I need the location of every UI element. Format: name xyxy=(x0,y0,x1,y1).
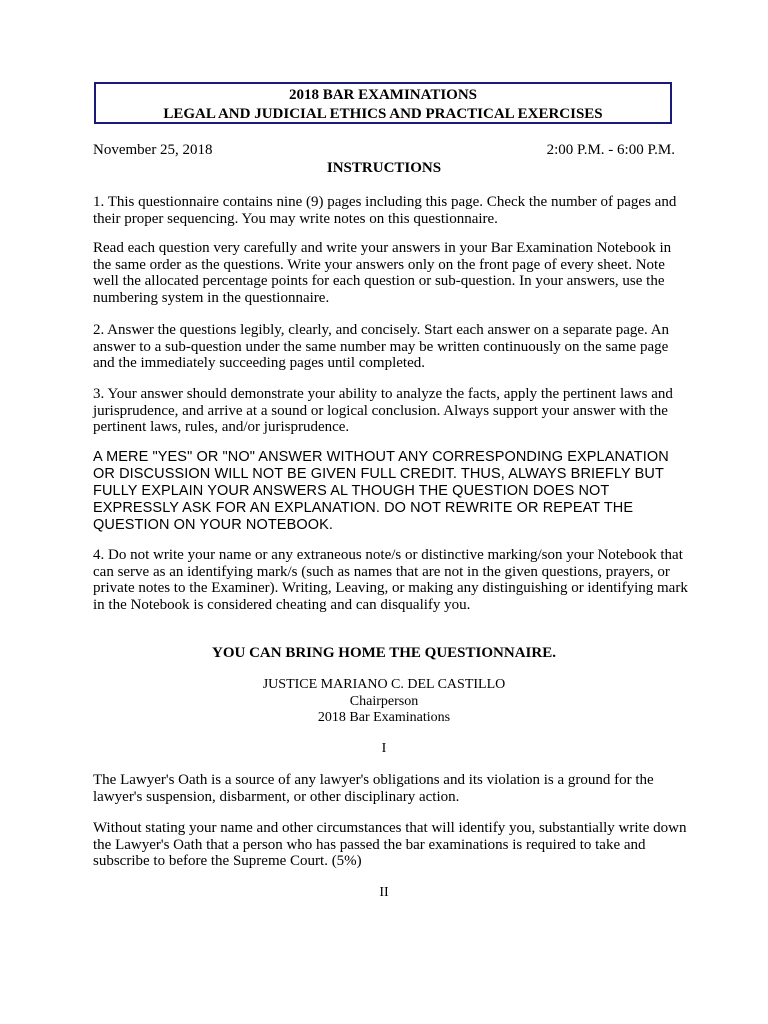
instructions-heading: INSTRUCTIONS xyxy=(326,160,442,176)
instruction-paragraph-5: A MERE "YES" OR "NO" ANSWER WITHOUT ANY CORRESPONDING EXPLANATION OR DISCUSSION WILL NOT BE GIVEN FULL CREDIT. THUS, ALWAYS BRIEFLY BUT FULLY EXPLAIN YOUR ANSWERS AL THOUGH THE QUESTION DOES NOT EXPRESSLY ASK FOR AN EXPLANATION. DO NOT REWRITE OR REPEAT THE QUESTION ON YOUR NOTEBOOK. xyxy=(93,449,669,533)
bring-home-notice: YOU CAN BRING HOME THE QUESTIONNAIRE. xyxy=(212,645,556,661)
exam-time: 2:00 P.M. - 6:00 P.M. xyxy=(546,142,675,158)
instruction-paragraph-4: 3. Your answer should demonstrate your ability to analyze the facts, apply the pertinent laws and jurisprudence, and arrive at a sound or logical conclusion. Always support your answer with the pertinent laws, rules, and/or jurisprudence. xyxy=(93,386,673,436)
exam-date: November 25, 2018 xyxy=(93,142,213,158)
signatory-name: JUSTICE MARIANO C. DEL CASTILLO xyxy=(262,677,506,692)
signatory-role: Chairperson xyxy=(349,694,419,709)
signatory-org: 2018 Bar Examinations xyxy=(317,710,451,725)
exam-subject: LEGAL AND JUDICIAL ETHICS AND PRACTICAL EXERCISES xyxy=(163,106,603,122)
exam-title-box xyxy=(94,82,672,124)
question-1-numeral: I xyxy=(381,741,387,756)
exam-title: 2018 BAR EXAMINATIONS xyxy=(288,87,478,103)
question-2-numeral: II xyxy=(379,885,389,900)
question-1-paragraph-2: Without stating your name and other circumstances that will identify you, substantially write down the Lawyer's Oath that a person who has passed the bar examinations is required to take and subscribe to before the Supreme Court. (5%) xyxy=(93,820,687,870)
instruction-paragraph-3: 2. Answer the questions legibly, clearly, and concisely. Start each answer on a separate page. An answer to a sub-question under the same number may be written continuously on the same page and the immediately succeeding pages until completed. xyxy=(93,322,670,372)
instruction-paragraph-1: 1. This questionnaire contains nine (9) pages including this page. Check the number of pages and their proper sequencing. You may write notes on this questionnaire. xyxy=(93,194,677,227)
instruction-paragraph-2: Read each question very carefully and write your answers in your Bar Examination Notebook in the same order as the questions. Write your answers only on the front page of every sheet. Note well the allocated percentage points for each question or sub-question. In your answers, use the numbering system in the questionnaire. xyxy=(93,240,672,306)
question-1-paragraph-1: The Lawyer's Oath is a source of any lawyer's obligations and its violation is a ground for the lawyer's suspension, disbarment, or other disciplinary action. xyxy=(93,772,654,805)
instruction-paragraph-6: 4. Do not write your name or any extraneous note/s or distinctive marking/son your Notebook that can serve as an identifying mark/s (such as names that are not in the given questions, prayers, or private notes to the Examiner). Writing, Leaving, or making any distinguishing or identifying mark in the Notebook is considered cheating and can disqualify you. xyxy=(93,547,688,613)
exam-meta-row xyxy=(93,142,675,160)
